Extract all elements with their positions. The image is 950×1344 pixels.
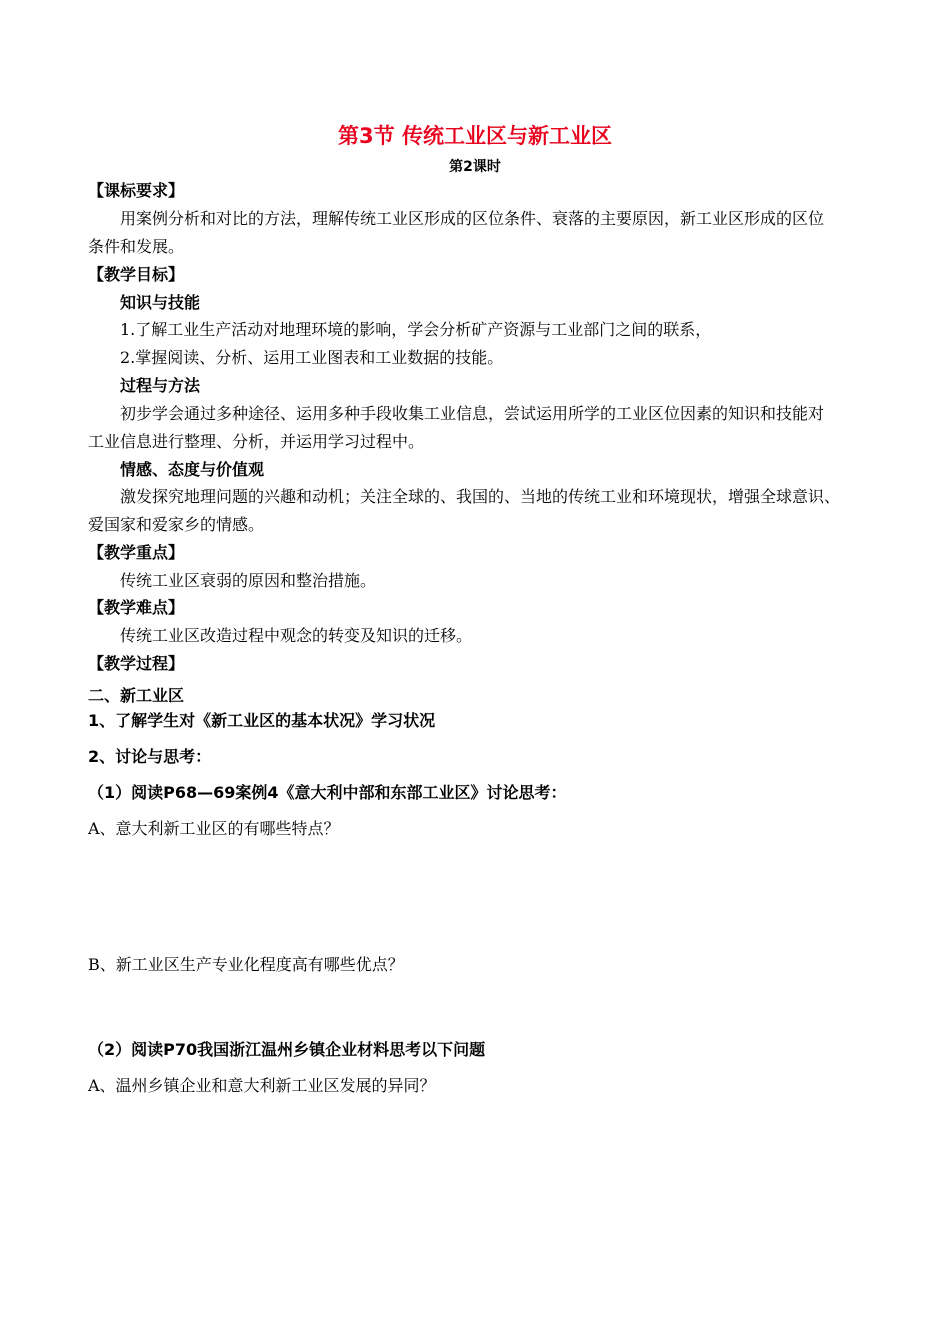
emotion-heading: 情感、态度与价值观 [120, 460, 265, 479]
standard-text-line1: 用案例分析和对比的方法，理解传统工业区形成的区位条件、衰落的主要原因，新工业区形成的区位 [120, 209, 825, 228]
emotion-text-line2: 爱国家和爱家乡的情感。 [88, 515, 265, 534]
process-text-line1: 初步学会通过多种途径、运用多种手段收集工业信息，尝试运用所学的工业区位因素的知识和技能对 [120, 404, 825, 423]
question-1: （1）阅读P68—69案例4《意大利中部和东部工业区》讨论思考： [88, 783, 567, 802]
item-2: 2、讨论与思考： [88, 747, 212, 766]
question-2a: A、温州乡镇企业和意大利新工业区发展的异同？ [88, 1076, 436, 1095]
lesson-subtitle: 第2课时 [449, 159, 501, 175]
goals-heading: 【教学目标】 [88, 265, 185, 284]
standard-text-line2: 条件和发展。 [88, 237, 185, 256]
difficulty-heading: 【教学难点】 [88, 598, 185, 617]
process-heading: 过程与方法 [120, 376, 201, 395]
page-title: 第3节 传统工业区与新工业区 [338, 124, 612, 148]
focus-heading: 【教学重点】 [88, 543, 185, 562]
item-1: 1、了解学生对《新工业区的基本状况》学习状况 [88, 711, 436, 730]
knowledge-heading: 知识与技能 [120, 293, 201, 312]
difficulty-text: 传统工业区改造过程中观念的转变及知识的迁移。 [120, 626, 473, 645]
focus-text: 传统工业区衰弱的原因和整治措施。 [120, 571, 377, 590]
emotion-text-line1: 激发探究地理问题的兴趣和动机；关注全球的、我国的、当地的传统工业和环境现状，增强全球意识、 [120, 487, 841, 506]
part2-heading: 二、新工业区 [88, 686, 185, 705]
teaching-process-heading: 【教学过程】 [88, 654, 185, 673]
question-1b: B、新工业区生产专业化程度高有哪些优点？ [88, 955, 404, 974]
standard-heading: 【课标要求】 [88, 181, 185, 200]
knowledge-item-1: 1.了解工业生产活动对地理环境的影响，学会分析矿产资源与工业部门之间的联系， [120, 320, 712, 339]
process-text-line2: 工业信息进行整理、分析，并运用学习过程中。 [88, 432, 425, 451]
question-1a: A、意大利新工业区的有哪些特点？ [88, 819, 340, 838]
knowledge-item-2: 2.掌握阅读、分析、运用工业图表和工业数据的技能。 [120, 348, 504, 367]
question-2: （2）阅读P70我国浙江温州乡镇企业材料思考以下问题 [88, 1040, 486, 1059]
